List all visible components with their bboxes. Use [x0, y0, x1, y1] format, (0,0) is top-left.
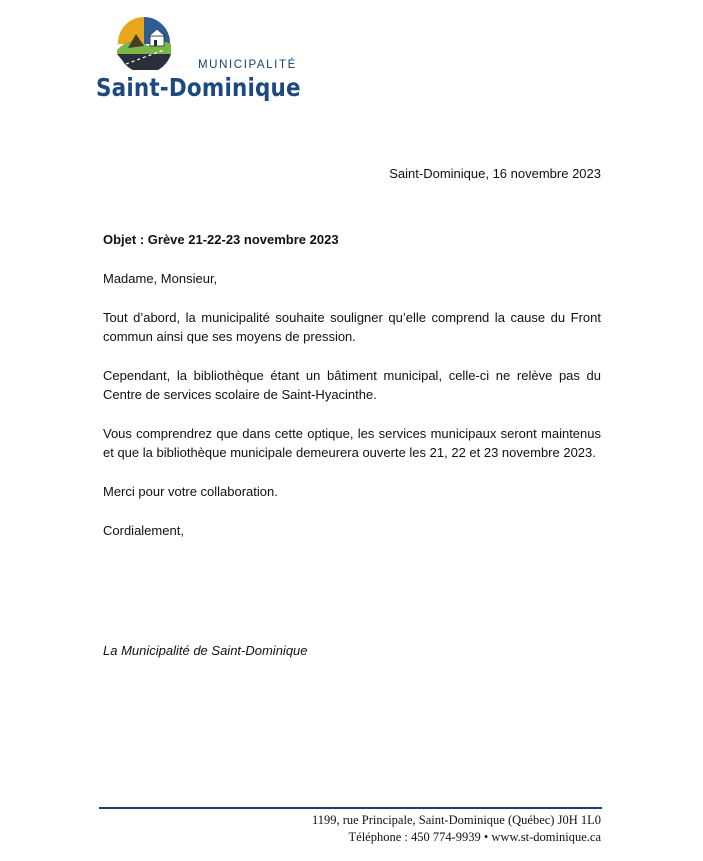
letter-date: Saint-Dominique, 16 novembre 2023 — [389, 166, 601, 181]
letter-paragraph: Merci pour votre collaboration. — [103, 484, 278, 499]
letter-subject: Objet : Grève 21-22-23 novembre 2023 — [103, 232, 339, 247]
footer — [312, 812, 601, 846]
footer-contact: Téléphone : 450 774-9939 • www.st-dominique.ca — [348, 830, 601, 844]
logo-name: Saint-Dominique — [96, 73, 301, 102]
letter-paragraph: Tout d’abord, la municipalité souhaite souligner qu’elle comprend la cause du Front commun ainsi que ses moyens de pression. — [103, 310, 601, 344]
letter-signature: La Municipalité de Saint-Dominique — [103, 643, 308, 658]
logo-landscape-icon — [114, 14, 174, 70]
footer-divider — [99, 807, 602, 809]
letter-paragraph: Vous comprendrez que dans cette optique, les services municipaux seront maintenus et que la bibliothèque municipale demeurera ouverte les 21, 22 et 23 novembre 2023. — [103, 426, 601, 460]
municipal-logo — [96, 14, 301, 104]
letter-paragraph: Cependant, la bibliothèque étant un bâtiment municipal, celle-ci ne relève pas du Centre de services scolaire de Saint-Hyacinthe. — [103, 368, 601, 402]
logo-subtitle: MUNICIPALITÉ — [198, 59, 297, 71]
footer-address: 1199, rue Principale, Saint-Dominique (Québec) J0H 1L0 — [311, 813, 601, 827]
letter-salutation: Madame, Monsieur, — [103, 271, 218, 286]
letter-closing: Cordialement, — [103, 523, 184, 538]
letter-body — [103, 230, 601, 560]
